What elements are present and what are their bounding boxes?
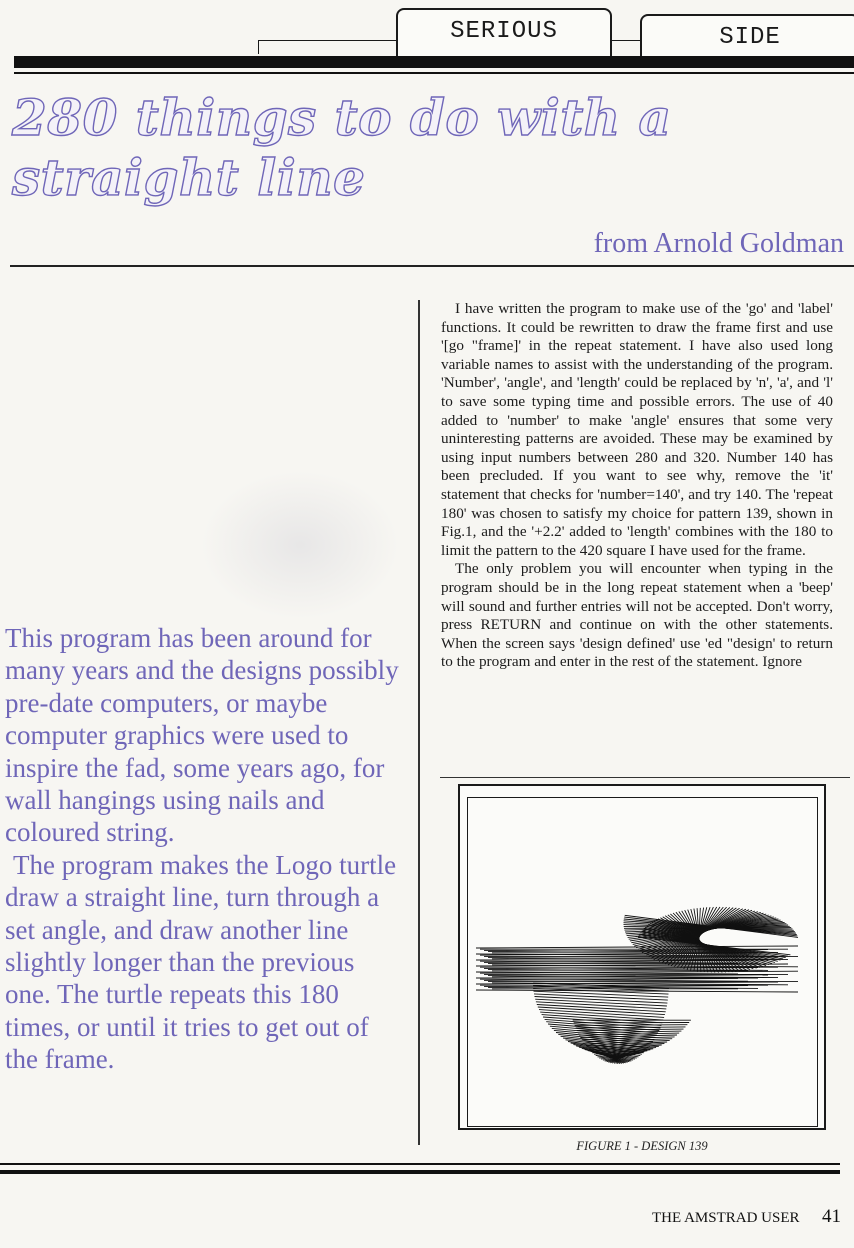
footer-publication: THE AMSTRAD USER [652,1210,800,1226]
design-line [576,1027,686,1028]
design-line [476,990,798,992]
body-rule [440,777,850,778]
body-paragraph: I have written the program to make use of the 'go' and 'label' functions. It could be rewritten to draw the frame first and use '[go "frame]' in the repeat statement. I have also used long variable names to assist with the understanding of the program. 'Number', 'angle', and 'length' could be replaced by 'n', 'a', and 'l' to save some typing time and possible errors. The use of 40 added to 'number' to make 'angle' ensures that some very uninteresting patterns are avoided. These may be examined by using input numbers between 280 and 320. Number 140 has been precluded. If you want to see why, remove the 'it' statement that checks for 'number=140', and try 140. The 'repeat 180' was chosen to satisfy my choice for pattern 139, shown in Fig.1, and the '+2.2' added to 'length' combines with the 180 to limit the pattern to the 420 square I have used for the frame. [441,300,833,559]
design-line-group [476,907,798,1064]
column-divider [418,300,420,1145]
section-tab-label: SIDE [719,24,781,51]
figure-caption: FIGURE 1 - DESIGN 139 [576,1139,708,1153]
article-byline: from Arnold Goldman [593,228,844,259]
footer-rule-thick [0,1170,840,1174]
article-title-line-2: straight line [12,148,366,207]
intro-paragraph: This program has been around for many years and the designs possibly pre-date computers, or maybe computer graphics were used to inspire the fad, some years ago, for wall hangings using nails and coloured string. [5,623,399,848]
intro-paragraph: The program makes the Logo turtle draw a straight line, turn through a set angle, and draw another line slightly longer than the previous one. The turtle repeats this 180 times, or until it tries to get out of the frame. [5,849,397,1075]
intro-text [5,622,405,1076]
body-paragraph: The only problem you will encounter when typing in the program should be in the long repeat statement when a 'beep' will sound and further entries will not be accepted. Don't worry, press RETURN and continue on with the other statements. When the screen says 'design defined' use 'ed "design' to return to the program and enter in the rest of the statement. Ignore [441,560,833,671]
body-text [441,300,833,672]
section-tab-serious [396,8,612,60]
design-line [534,991,669,997]
faded-background-graphic [200,470,400,620]
title-rule [10,265,854,267]
section-tab-side [640,14,854,60]
design-line [534,994,668,1000]
design-139-figure [468,798,817,1126]
footer-rule [0,1163,840,1165]
page-number: 41 [822,1206,841,1227]
header-rule [14,56,854,68]
article-title-line-1: 280 things to do with a [12,88,672,147]
header-rule-thin [14,72,854,74]
article-title [12,88,712,208]
section-tab-label: SERIOUS [450,18,558,45]
